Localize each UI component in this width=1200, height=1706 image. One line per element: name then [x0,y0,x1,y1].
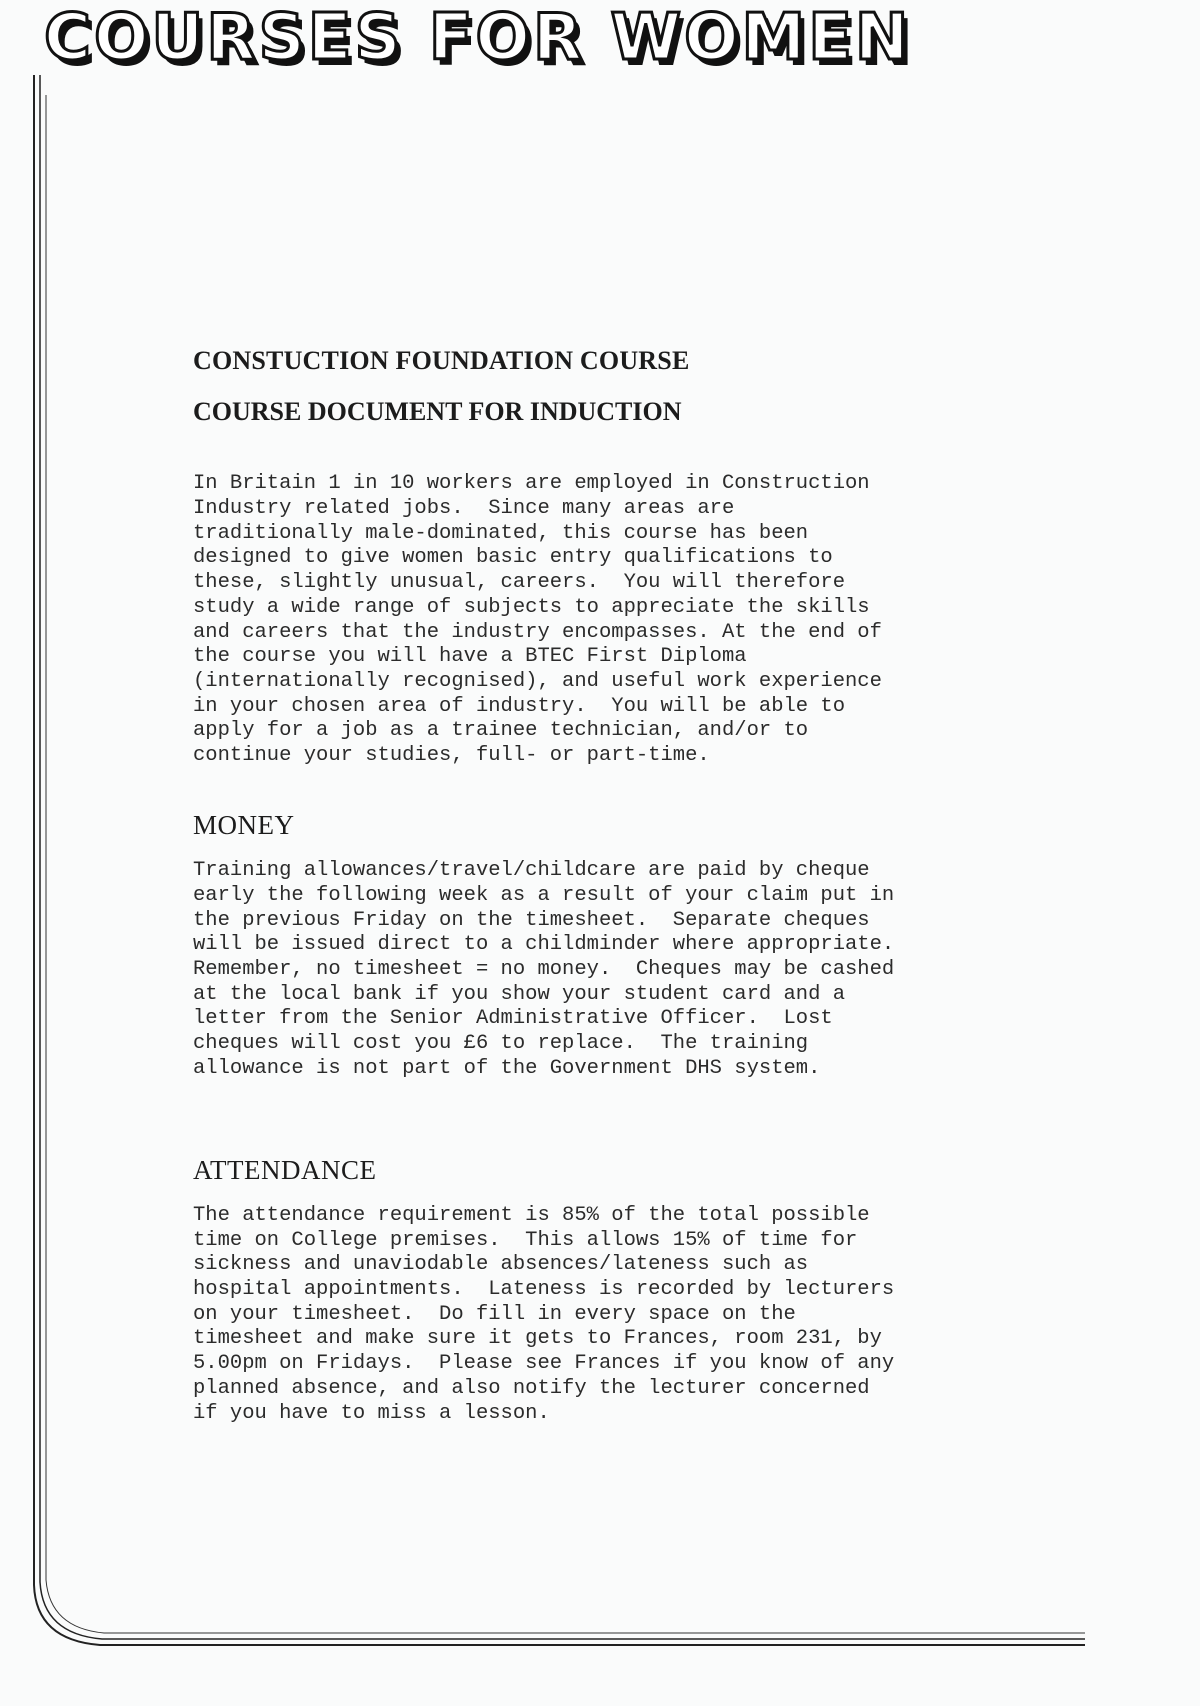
attendance-heading: ATTENDANCE [193,1154,377,1185]
attendance-paragraph: The attendance requirement is 85% of the total possible time on College premises. This allows 15% of time for sickness and unaviodable absences/lateness such as hospital appointments. Lateness is recorded by lecturers on your timesheet. Do fill in every space on the timesheet and make sure it gets to Frances, room 231, by 5.00pm on Fridays. Please see Frances if you know of any planned absence, and also notify the lecturer concerned if you have to miss a lesson. [193,1203,895,1425]
money-heading: MONEY [193,809,295,840]
intro-paragraph: In Britain 1 in 10 workers are employed in Construction Industry related jobs. Since many areas are traditionally male-dominated, this course has been designed to give women basic entry qualifications to these, slightly unusual, careers. You will therefore study a wide range of subjects to appreciate the skills and careers that the industry encompasses. At the end of the course you will have a BTEC First Diploma (internationally recognised), and useful work experience in your chosen area of industry. You will be able to apply for a job as a trainee technician, and/or to continue your studies, full- or part-time. [193,472,882,768]
document-subtitle: COURSE DOCUMENT FOR INDUCTION [193,397,682,427]
money-paragraph: Training allowances/travel/childcare are paid by cheque early the following week as a result of your claim put in the previous Friday on the timesheet. Separate cheques will be issued direct to a childminder where appropriate. Remember, no timesheet = no money. Cheques may be cashed at the local bank if you show your student card and a letter from the Senior Administrative Officer. Lost cheques will cost you £6 to replace. The training allowance is not part of the Government DHS system. [193,859,895,1080]
document-content [193,345,1073,1426]
banner-title: COURSES FOR WOMEN [44,1,912,75]
document-title: CONSTUCTION FOUNDATION COURSE [193,346,690,375]
